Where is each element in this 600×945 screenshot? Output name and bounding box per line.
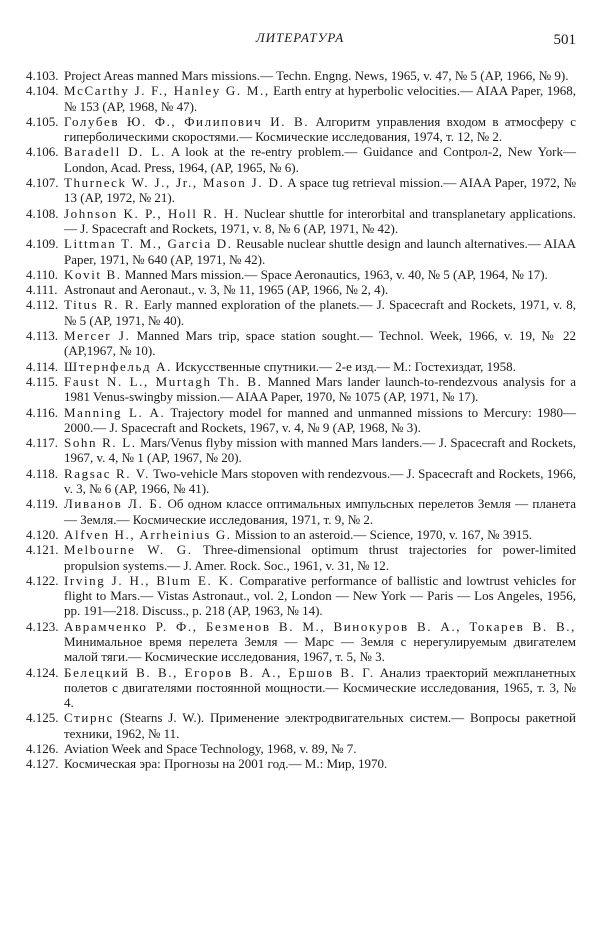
reference-number: 4.115.	[26, 373, 59, 389]
reference-entry	[26, 175, 576, 206]
reference-entry	[26, 206, 576, 237]
reference-author: Белецкий В. В., Егоров В. А., Ершов В. Г.	[64, 664, 375, 680]
reference-body: Об одном классе оптимальных импульсных перелетов Земля — планета — Земля.— Космические исследования, 1971, т. 9, № 2.	[64, 496, 576, 527]
reference-text	[64, 267, 576, 282]
reference-text	[64, 114, 576, 145]
reference-author: Аврамченко Р. Ф., Безменов В. М., Винокуров В. А., Токарев В. В.,	[64, 618, 576, 634]
reference-body: Минимальное время перелета Земля — Марс — Земля с нерегулируемым двигателем малой тяги.— Космические исследования, 1967, т. 5, № 3.	[64, 633, 576, 665]
reference-number: 4.109.	[26, 236, 59, 252]
reference-body: A look at the re-entry problem.— Guidance and Contpол-2, New York—London, Acad. Press, 1964, (AP, 1965, № 6).	[64, 144, 576, 175]
reference-number: 4.118.	[26, 465, 59, 481]
reference-number: 4.120.	[26, 526, 59, 542]
reference-entry	[26, 542, 576, 573]
reference-body: Искусственные спутники.— 2-е изд.— М.: Гостехиздат, 1958.	[171, 358, 516, 374]
reference-author: Sohn R. L.	[64, 435, 137, 451]
reference-text	[64, 435, 576, 466]
reference-body: Manned Mars trip, space station sought.— Technol. Week, 1966, v. 19, № 22 (AP,1967, № 10).	[64, 328, 576, 359]
reference-entry	[26, 359, 576, 374]
reference-text	[64, 496, 576, 527]
reference-author: Manning L. A.	[64, 404, 166, 420]
reference-author: Irving J. H., Blum E. K.	[64, 572, 235, 588]
reference-author: Штернфельд А.	[64, 358, 172, 374]
reference-body: Trajectory model for manned and unmanned missions to Mercury: 1980—2000.— J. Spacecraft and Rockets, 1967, v. 4, № 9 (AP, 1968, № 3).	[64, 404, 576, 435]
reference-author: Thurneck W. J., Jr., Mason J. D.	[64, 175, 285, 191]
reference-body: Project Areas manned Mars missions.— Techn. Engng. News, 1965, v. 47, № 5 (AP, 1966, № 9).	[64, 68, 569, 83]
reference-number: 4.114.	[26, 358, 59, 374]
reference-number: 4.126.	[26, 741, 59, 757]
reference-number: 4.111.	[26, 282, 58, 298]
reference-body: Nuclear shuttle for interorbital and transplanetary applications.— J. Spacecraft and Rockets, 1971, v. 8, № 6 (AP, 1971, № 42).	[64, 205, 576, 236]
reference-author: Johnson K. P., Holl R. H.	[64, 205, 240, 221]
reference-number: 4.125.	[26, 710, 59, 726]
reference-entry	[26, 466, 576, 497]
reference-number: 4.110.	[26, 266, 59, 282]
reference-text	[64, 466, 576, 497]
reference-text	[64, 405, 576, 436]
reference-text	[64, 665, 576, 711]
reference-text	[64, 619, 576, 665]
reference-author: Faust N. L., Murtagh Th. B.	[64, 373, 263, 389]
reference-author: Mercer J.	[64, 328, 131, 344]
reference-number: 4.117.	[26, 435, 59, 451]
reference-body: Космическая эра: Прогнозы на 2001 год.— М.: Мир, 1970.	[64, 756, 388, 772]
reference-text	[64, 297, 576, 328]
reference-number: 4.124.	[26, 664, 59, 680]
reference-number: 4.103.	[26, 68, 59, 83]
reference-text	[64, 236, 576, 267]
reference-body: Early manned exploration of the planets.— J. Spacecraft and Rockets, 1971, v. 8, № 5 (AP, 1971, № 40).	[64, 297, 576, 328]
reference-entry	[26, 328, 576, 359]
reference-number: 4.123.	[26, 618, 59, 634]
reference-number: 4.113.	[26, 328, 59, 344]
reference-text	[64, 68, 576, 83]
reference-entry	[26, 83, 576, 114]
reference-body: Two-vehicle Mars stopoven with rendezvous.— J. Spacecraft and Rockets, 1966, v. 3, № 6 (AP, 1966, № 41).	[64, 465, 576, 497]
reference-entry	[26, 297, 576, 328]
reference-author: Стирнс	[64, 710, 114, 726]
reference-text	[64, 282, 576, 297]
reference-entry	[26, 527, 576, 542]
reference-text	[64, 83, 576, 114]
reference-entry	[26, 710, 576, 741]
reference-author: Alfven H., Arrheinius G.	[64, 526, 232, 542]
reference-text	[64, 328, 576, 359]
reference-author: Kovit B.	[64, 266, 122, 282]
reference-number: 4.106.	[26, 144, 59, 160]
reference-number: 4.104.	[26, 83, 59, 99]
running-title: ЛИТЕРАТУРА	[255, 30, 345, 45]
reference-body: Aviation Week and Space Technology, 1968, v. 89, № 7.	[64, 741, 357, 757]
reference-body: Earth entry at hyperbolic velocities.— AIAA Paper, 1968, № 153 (AP, 1968, № 47).	[64, 83, 576, 114]
reference-author: Titus R. R.	[64, 297, 140, 313]
reference-entry	[26, 619, 576, 665]
page-number: 501	[553, 32, 576, 48]
reference-body: Manned Mars mission.— Space Aeronautics, 1963, v. 40, № 5 (AP, 1964, № 17).	[121, 266, 548, 282]
reference-author: Baradell D. L.	[64, 144, 166, 160]
reference-body: (Stearns J. W.). Применение электродвигательных систем.— Вопросы ракетной техники, 1962, № 11.	[64, 710, 576, 741]
reference-number: 4.105.	[26, 113, 59, 129]
reference-number: 4.112.	[26, 297, 59, 313]
reference-number: 4.119.	[26, 496, 59, 512]
reference-body: Алгоритм управления входом в атмосферу с гиперболическими скоростями.— Космические исследования, 1974, т. 12, № 2.	[64, 113, 576, 145]
reference-body: Reusable nuclear shuttle design and launch alternatives.— AIAA Paper, 1971, № 640 (AP, 1971, № 42).	[64, 236, 577, 267]
reference-entry	[26, 573, 576, 619]
reference-body: Manned Mars lander launch-to-rendezvous analysis for a 1981 Venus-swingby mission.— AIAA Paper, 1970, № 1075 (AP, 1971, № 17).	[64, 373, 576, 405]
reference-text	[64, 359, 576, 374]
reference-author: McCarthy J. F., Hanley G. M.,	[64, 83, 270, 99]
reference-author: Melbourne W. G.	[64, 542, 193, 558]
reference-number: 4.116.	[26, 404, 59, 420]
reference-number: 4.121.	[26, 542, 59, 558]
reference-body: Mission to an asteroid.— Science, 1970, v. 167, № 3915.	[231, 526, 533, 542]
reference-text	[64, 710, 576, 741]
reference-entry	[26, 756, 576, 771]
reference-entry	[26, 68, 576, 83]
reference-author: Ливанов Л. Б.	[64, 496, 164, 512]
reference-body: Three-dimensional optimum thrust trajectories for power-limited propulsion systems.— J. Amer. Rock. Soc., 1961, v. 31, № 12.	[64, 542, 576, 573]
reference-entry	[26, 374, 576, 405]
reference-author: Ragsac R. V.	[64, 465, 150, 481]
reference-text	[64, 741, 576, 756]
page-header	[0, 26, 600, 56]
reference-text	[64, 573, 576, 619]
reference-list	[26, 68, 576, 772]
reference-number: 4.107.	[26, 175, 59, 191]
reference-entry	[26, 282, 576, 297]
reference-body: Mars/Venus flyby mission with manned Mars landers.— J. Spacecraft and Rockets, 1967, v. 4, № 1 (AP, 1967, № 20).	[64, 435, 576, 466]
reference-text	[64, 144, 576, 175]
reference-entry	[26, 496, 576, 527]
reference-entry	[26, 405, 576, 436]
reference-entry	[26, 435, 576, 466]
reference-entry	[26, 665, 576, 711]
reference-text	[64, 527, 576, 542]
reference-text	[64, 175, 576, 206]
reference-entry	[26, 144, 576, 175]
reference-text	[64, 542, 576, 573]
reference-entry	[26, 114, 576, 145]
reference-entry	[26, 741, 576, 756]
reference-number: 4.122.	[26, 572, 59, 588]
reference-body: A space tug retrieval mission.— AIAA Paper, 1972, № 13 (AP, 1972, № 21).	[64, 175, 577, 206]
reference-author: Голубев Ю. Ф., Филипович И. В.	[64, 113, 310, 129]
reference-text	[64, 206, 576, 237]
reference-entry	[26, 236, 576, 267]
reference-body: Анализ траекторий межпланетных полетов с двигателями постоянной мощности.— Космические исследования, 1965, т. 3, № 4.	[64, 664, 576, 711]
reference-text	[64, 374, 576, 405]
reference-number: 4.127.	[26, 756, 59, 772]
reference-entry	[26, 267, 576, 282]
reference-author: Littman T. M., Garcia D.	[64, 236, 233, 252]
reference-body: Comparative performance of ballistic and lowtrust vehicles for flight to Mars.— Vistas Astronaut., vol. 2, London — New York — Paris — Los Angeles, 1956, pp. 191—218. Discuss., p. 218 (AP, 1963, № 14).	[64, 572, 577, 619]
reference-text	[64, 756, 576, 771]
reference-number: 4.108.	[26, 205, 59, 221]
reference-body: Astronaut and Aeronaut., v. 3, № 11, 1965 (AP, 1966, № 2, 4).	[64, 282, 389, 298]
